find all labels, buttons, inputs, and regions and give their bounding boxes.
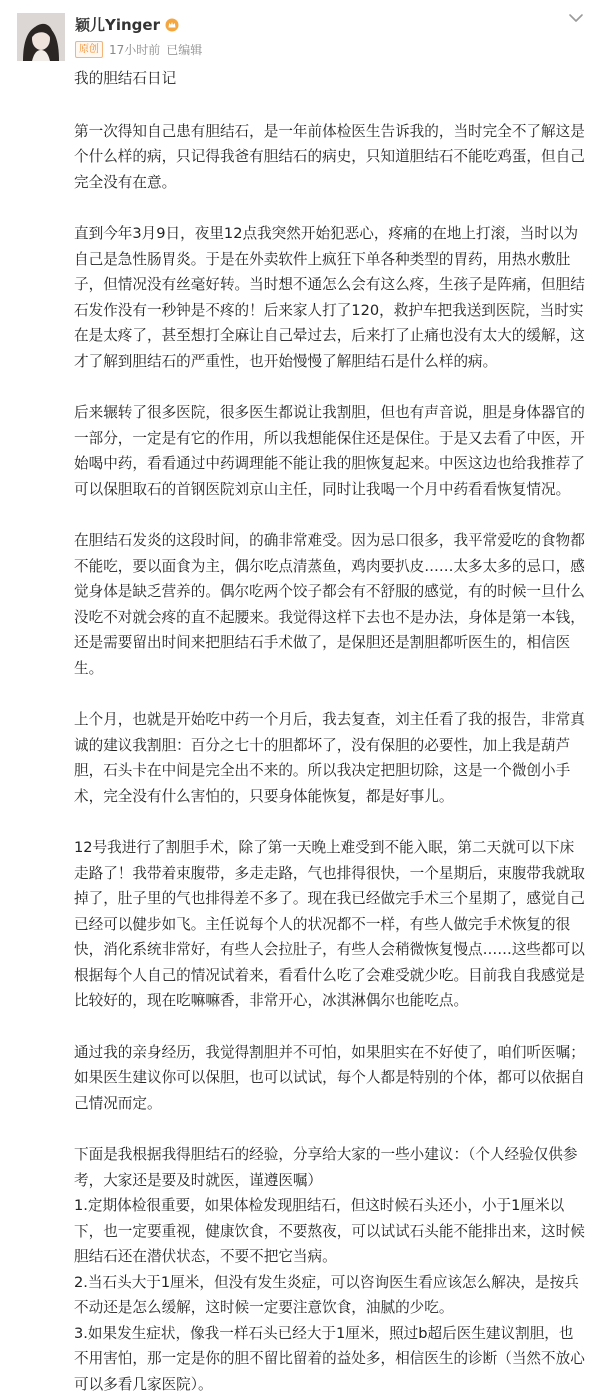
username-row <box>75 13 179 35</box>
paragraph: 后来辗转了很多医院，很多医生都说让我割胆，但也有声音说，胆是身体器官的一部分，一定是有它的作用，所以我想能保住还是保住。于是又去看了中医，开始喝中药，看看通过中药调理能不能让我的胆恢复起来。中医这边也给我推荐了可以保胆取石的首钢医院刘京山主任，同时让我喝一个月中药看看恢复情况。 <box>74 400 586 502</box>
post-time[interactable]: 17小时前 <box>109 41 160 58</box>
crown-verified-icon[interactable] <box>165 17 179 31</box>
post-title: 我的胆结石日记 <box>74 66 586 92</box>
advice-intro: 下面是我根据我得胆结石的经验，分享给大家的一些小建议：（个人经验仅供参考，大家还是要及时就医，谨遵医嘱） <box>74 1142 586 1193</box>
username[interactable]: 颖儿Yinger <box>75 14 160 35</box>
edited-label[interactable]: 已编辑 <box>166 41 202 58</box>
advice-item: 1.定期体检很重要，如果体检发现胆结石，但这时候石头还小，小于1厘米以下，也一定要重视，健康饮食，不要熬夜，可以试试石头能不能排出来，这时候胆结石还在潜伏状态，不要不把它当病。 <box>74 1193 586 1270</box>
paragraph: 第一次得知自己患有胆结石，是一年前体检医生告诉我的，当时完全不了解这是个什么样的病，只记得我爸有胆结石的病史，只知道胆结石不能吃鸡蛋，但自己完全没有在意。 <box>74 119 586 196</box>
paragraph: 直到今年3月9日，夜里12点我突然开始犯恶心，疼痛的在地上打滚，当时以为自己是急性肠胃炎。于是在外卖软件上疯狂下单各种类型的胃药，用热水敷肚子，但情况没有丝毫好转。当时想不通怎么会有这么疼，生孩子是阵痛，但胆结石发作没有一秒钟是不疼的！后来家人打了120，救护车把我送到医院，当时实在是太疼了，甚至想打全麻让自己晕过去，后来打了止痛也没有太大的缓解，这才了解到胆结石的严重性，也开始慢慢了解胆结石是什么样的病。 <box>74 221 586 374</box>
paragraph: 通过我的亲身经历，我觉得割胆并不可怕，如果胆实在不好使了，咱们听医嘱；如果医生建议你可以保胆，也可以试试，每个人都是特别的个体，都可以依据自己情况而定。 <box>74 1040 586 1117</box>
advice-item: 3.如果发生症状，像我一样石头已经大于1厘米，照过b超后医生建议割胆，也不用害怕，那一定是你的胆不留比留着的益处多，相信医生的诊断（当然不放心可以多看几家医院）。 <box>74 1321 586 1397</box>
post-content <box>74 66 586 1397</box>
paragraph: 在胆结石发炎的这段时间，的确非常难受。因为忌口很多，我平常爱吃的食物都不能吃，要以面食为主，偶尔吃点清蒸鱼，鸡肉要扒皮……太多太多的忌口，感觉身体是缺乏营养的。偶尔吃两个饺子都会有不舒服的感觉，有的时候一旦什么没吃不对就会疼的直不起腰来。我觉得这样下去也不是办法，身体是第一本钱，还是需要留出时间来把胆结石手术做了，是保胆还是割胆都听医生的，相信医生。 <box>74 528 586 681</box>
advice-item: 2.当石头大于1厘米，但没有发生炎症，可以咨询医生看应该怎么解决，是按兵不动还是怎么缓解，这时候一定要注意饮食，油腻的少吃。 <box>74 1270 586 1321</box>
original-tag: 原创 <box>75 41 103 58</box>
avatar[interactable] <box>17 13 65 61</box>
avatar-photo <box>17 13 65 61</box>
chevron-down-icon[interactable] <box>566 10 586 24</box>
paragraph: 上个月，也就是开始吃中药一个月后，我去复查，刘主任看了我的报告，非常真诚的建议我割胆：百分之七十的胆都坏了，没有保胆的必要性，加上我是葫芦胆，石头卡在中间是完全出不来的。所以我决定把胆切除，这是一个微创小手术，完全没有什么害怕的，只要身体能恢复，都是好事儿。 <box>74 707 586 809</box>
post-meta <box>75 40 202 58</box>
paragraph: 12号我进行了割胆手术，除了第一天晚上难受到不能入眠，第二天就可以下床走路了！我带着束腹带，多走走路，气也排得很快，一个星期后，束腹带我就取掉了，肚子里的气也排得差不多了。现在我已经做完手术三个星期了，感觉自己已经可以健步如飞。主任说每个人的状况都不一样，有些人做完手术恢复的很快，消化系统非常好，有些人会拉肚子，有些人会稍微恢复慢点……这些都可以根据每个人自己的情况试着来，看看什么吃了会难受就少吃。目前我自我感觉是比较好的，现在吃嘛嘛香，非常开心，冰淇淋偶尔也能吃点。 <box>74 835 586 1014</box>
